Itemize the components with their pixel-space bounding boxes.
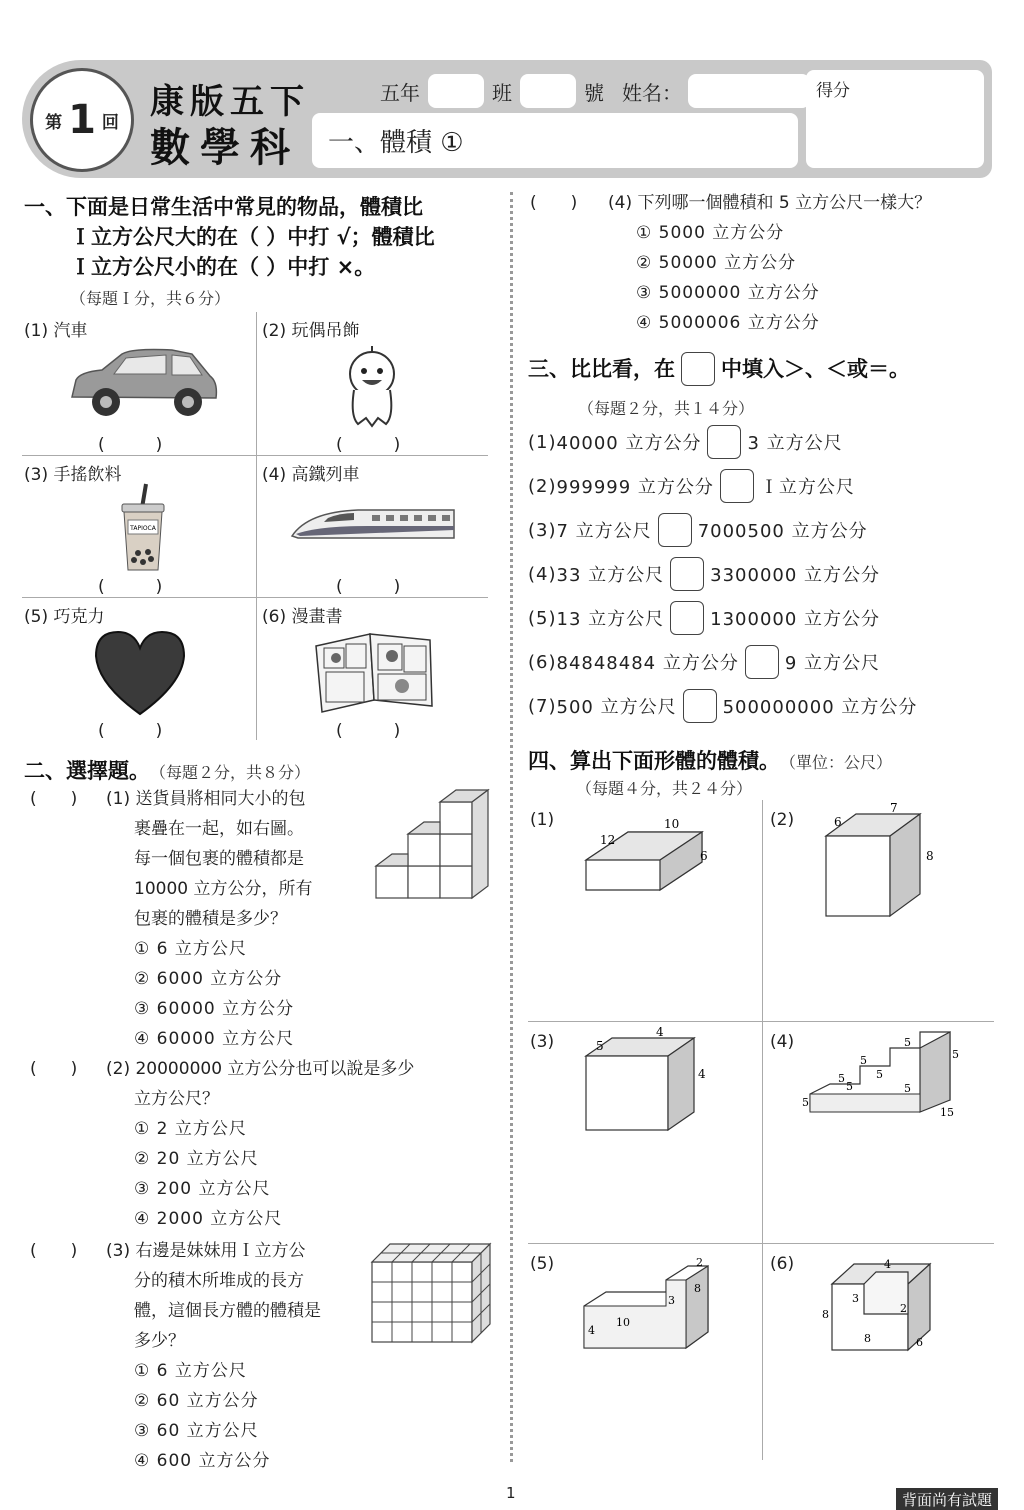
compare-box-3[interactable]: [658, 513, 692, 547]
q4-option-3[interactable]: ③ 5000000 立方公分: [636, 283, 820, 303]
row-left: 40000 立方公分: [556, 433, 702, 454]
fig3-dim: 4: [698, 1067, 706, 1081]
compare-box-2[interactable]: [720, 469, 754, 503]
section4-unit: （單位：公尺）: [780, 753, 893, 772]
row-right: 9 立方公尺: [784, 653, 881, 674]
lesson-title: 一、體積 ①: [312, 113, 798, 168]
row-left: 13 立方公尺: [556, 609, 665, 630]
row-num: (2): [528, 475, 557, 497]
name-field[interactable]: [688, 74, 810, 108]
answer-paren-2[interactable]: ( ): [336, 435, 401, 455]
item-label: (3) 手搖飲料: [24, 465, 122, 485]
row-right: 500000000 立方公分: [722, 697, 918, 718]
q1-line: 裹疊在一起，如右圖。: [134, 819, 304, 839]
fig4-dim: 5: [838, 1072, 845, 1085]
car-icon: [62, 342, 222, 422]
fig4-dim: 15: [940, 1106, 954, 1119]
section2-note: （每題２分，共８分）: [150, 763, 311, 782]
section4-title: 四、算出下面形體的體積。: [528, 749, 780, 773]
fig4-dim: 5: [904, 1082, 911, 1095]
q3-line: (3) 右邊是妹妹用Ｉ立方公: [106, 1241, 306, 1261]
compare-row-1: [528, 424, 843, 460]
q4-option-4[interactable]: ④ 5000006 立方公分: [636, 313, 820, 333]
item-label: (6) 漫畫書: [262, 607, 343, 627]
class-label: 班: [492, 80, 512, 105]
row-left: 33 立方公尺: [556, 565, 665, 586]
staircase-figure-4: [800, 1030, 960, 1120]
item-doll: [260, 314, 492, 456]
compare-box-1[interactable]: [707, 425, 741, 459]
q4-answer-paren[interactable]: ( ): [530, 193, 578, 213]
stacked-packages-figure: [372, 786, 496, 902]
fig1-dim: 6: [700, 849, 708, 863]
q3-answer-paren[interactable]: ( ): [30, 1241, 78, 1261]
row-num: (5): [528, 607, 557, 629]
answer-paren-4[interactable]: ( ): [336, 577, 401, 597]
fig-label-6: (6): [770, 1254, 795, 1274]
row-left: 500 立方公尺: [556, 697, 677, 718]
row-right: Ｉ立方公尺: [759, 477, 855, 498]
class-field[interactable]: [428, 74, 484, 108]
section2-title: 二、選擇題。: [24, 759, 150, 783]
fig5-dim: 2: [696, 1256, 703, 1269]
item-label: (2) 玩偶吊飾: [262, 321, 360, 341]
row-left: 84848484 立方公分: [556, 653, 739, 674]
q2-line: (2) 20000000 立方公分也可以說是多少: [106, 1059, 415, 1079]
fig2-dim: 7: [890, 801, 898, 815]
heart-icon: [92, 628, 188, 718]
score-box[interactable]: [806, 70, 984, 168]
compare-row-3: [528, 512, 868, 548]
train-icon: [288, 502, 458, 546]
cube-block-figure: [368, 1240, 494, 1346]
fig1-dim: 12: [600, 833, 616, 847]
cube-figure-3: [580, 1026, 720, 1138]
sample-blank-box: [681, 352, 715, 386]
fig4-dim: 5: [846, 1080, 853, 1093]
q2-stem: [106, 1054, 496, 1234]
fig5-dim: 10: [616, 1316, 630, 1329]
fig5-dim: 8: [694, 1282, 701, 1295]
back-page-note: 背面尚有試題: [896, 1488, 998, 1510]
item-chocolate: [22, 600, 254, 742]
title-publisher: 康版五下: [150, 82, 310, 122]
page-number: 1: [506, 1484, 516, 1502]
grade-label: 五年: [380, 80, 420, 105]
q1-line: (1) 送貨員將相同大小的包: [106, 789, 306, 809]
q1-option-1[interactable]: ① 6 立方公尺: [134, 939, 247, 959]
fig6-dim: 8: [822, 1308, 829, 1321]
item-label: (4) 高鐵列車: [262, 465, 360, 485]
student-info: [380, 74, 810, 108]
doll-icon: [340, 344, 404, 430]
fig4-dim: 5: [952, 1048, 959, 1061]
fig-label-3: (3): [530, 1032, 555, 1052]
q1-option-2[interactable]: ② 6000 立方公分: [134, 969, 283, 989]
fig-label-4: (4): [770, 1032, 795, 1052]
row-num: (6): [528, 651, 557, 673]
answer-paren-6[interactable]: ( ): [336, 721, 401, 741]
notched-cube-figure-6: [818, 1256, 948, 1356]
compare-row-7: [528, 688, 917, 724]
seat-label: 號: [584, 80, 604, 105]
prism-figure-1: [578, 816, 718, 896]
fig4-dim: 5: [904, 1036, 911, 1049]
compare-box-6[interactable]: [745, 645, 779, 679]
item-car: [22, 314, 254, 456]
section1-title-line3: Ｉ立方公尺小的在（ ）中打 ×。: [70, 255, 376, 279]
compare-row-4: [528, 556, 880, 592]
q3-line: 多少？: [134, 1331, 185, 1351]
item-train: [260, 458, 492, 600]
row-right: 1300000 立方公分: [710, 609, 881, 630]
fig5-dim: 3: [668, 1294, 675, 1307]
compare-box-5[interactable]: [670, 601, 704, 635]
round-suffix: 回: [101, 112, 119, 133]
item-comic: [260, 600, 492, 742]
comic-icon: [312, 626, 438, 718]
answer-paren-5[interactable]: ( ): [98, 721, 163, 741]
compare-row-2: [528, 468, 855, 504]
fig-label-5: (5): [530, 1254, 555, 1274]
q3-stem: [106, 1236, 366, 1476]
q1-stem: [106, 784, 366, 1054]
fig3-dim: 4: [656, 1026, 664, 1039]
row-right: 7000500 立方公分: [697, 521, 868, 542]
round-badge: [30, 68, 134, 172]
q3-option-4[interactable]: ④ 600 立方公分: [134, 1451, 271, 1471]
q1-option-4[interactable]: ④ 60000 立方公尺: [134, 1029, 295, 1049]
row-num: (4): [528, 563, 557, 585]
q2-option-4[interactable]: ④ 2000 立方公尺: [134, 1209, 283, 1229]
section3-header: [528, 352, 910, 386]
compare-row-6: [528, 644, 880, 680]
q1-answer-paren[interactable]: ( ): [30, 789, 78, 809]
compare-row-5: [528, 600, 880, 636]
round-number: 1: [68, 97, 96, 143]
row-right: 3 立方公尺: [747, 433, 843, 454]
q4-option-1[interactable]: ① 5000 立方公分: [636, 223, 785, 243]
row-left: 7 立方公尺: [556, 521, 652, 542]
fig-label-2: (2): [770, 810, 795, 830]
score-label: 得分: [816, 81, 850, 101]
step-figure-5: [578, 1256, 728, 1356]
fig6-dim: 8: [864, 1332, 871, 1345]
fig2-dim: 8: [926, 849, 934, 863]
row-left: 999999 立方公分: [556, 477, 714, 498]
q3-option-1[interactable]: ① 6 立方公尺: [134, 1361, 247, 1381]
fig4-dim: 5: [802, 1096, 809, 1109]
q3-line: 體，這個長方體的體積是: [134, 1301, 321, 1321]
q3-option-3[interactable]: ③ 60 立方公尺: [134, 1421, 259, 1441]
section2-header: [24, 756, 310, 786]
q4-line: (4) 下列哪一個體積和 5 立方公尺一樣大？: [608, 193, 932, 213]
fig5-dim: 4: [588, 1324, 595, 1337]
q1-line: 10000 立方公分，所有: [134, 879, 313, 899]
q1-option-3[interactable]: ③ 60000 立方公分: [134, 999, 295, 1019]
answer-paren-1[interactable]: ( ): [98, 435, 163, 455]
q4-option-2[interactable]: ② 50000 立方公分: [636, 253, 797, 273]
fig1-dim: 10: [664, 817, 680, 831]
q4-stem: [608, 188, 1008, 338]
section3-title-b: 中填入＞、＜或＝。: [721, 357, 910, 381]
q2-option-3[interactable]: ③ 200 立方公尺: [134, 1179, 271, 1199]
q1-line: 包裹的體積是多少？: [134, 909, 287, 929]
compare-box-4[interactable]: [670, 557, 704, 591]
section3-title-a: 三、比比看，在: [528, 357, 675, 381]
title-subject: 數學科: [150, 125, 300, 171]
row-num: (7): [528, 695, 557, 717]
drink-icon: [118, 482, 168, 574]
q2-answer-paren[interactable]: ( ): [30, 1059, 78, 1079]
seat-field[interactable]: [520, 74, 576, 108]
cup-label: TAPIOCA: [130, 525, 156, 532]
fig3-dim: 5: [596, 1039, 604, 1053]
name-label: 姓名：: [622, 80, 682, 105]
section3-note: （每題２分，共１４分）: [578, 399, 755, 418]
q2-option-1[interactable]: ① 2 立方公尺: [134, 1119, 247, 1139]
q2-line: 立方公尺？: [134, 1089, 219, 1109]
fig4-dim: 5: [876, 1068, 883, 1081]
item-label: (1) 汽車: [24, 321, 88, 341]
section1-title-line2: Ｉ立方公尺大的在（ ）中打 √；體積比: [70, 225, 435, 249]
section4-header: [528, 746, 892, 776]
item-drink: [22, 458, 254, 600]
section1-title: [24, 192, 435, 282]
cube-figure-2: [816, 800, 946, 924]
row-num: (1): [528, 431, 557, 453]
q1-line: 每一個包裹的體積都是: [134, 849, 304, 869]
answer-paren-3[interactable]: ( ): [98, 577, 163, 597]
fig6-dim: 3: [852, 1292, 859, 1305]
fig2-dim: 6: [834, 815, 842, 829]
q3-option-2[interactable]: ② 60 立方公分: [134, 1391, 259, 1411]
column-divider: [510, 192, 513, 1462]
fig6-dim: 6: [916, 1336, 923, 1349]
section4-note: （每題４分，共２４分）: [576, 779, 753, 798]
fig6-dim: 4: [884, 1258, 891, 1271]
compare-box-7[interactable]: [683, 689, 717, 723]
fig-label-1: (1): [530, 810, 555, 830]
q3-line: 分的積木所堆成的長方: [134, 1271, 304, 1291]
fig4-dim: 5: [860, 1054, 867, 1067]
q2-option-2[interactable]: ② 20 立方公尺: [134, 1149, 259, 1169]
section1-note: （每題Ｉ分，共６分）: [70, 289, 231, 308]
row-right: 3300000 立方公分: [710, 565, 881, 586]
fig6-dim: 2: [900, 1302, 907, 1315]
item-label: (5) 巧克力: [24, 607, 105, 627]
section1-title-line1: 一、下面是日常生活中常見的物品，體積比: [24, 195, 423, 219]
row-num: (3): [528, 519, 557, 541]
round-prefix: 第: [45, 112, 63, 133]
